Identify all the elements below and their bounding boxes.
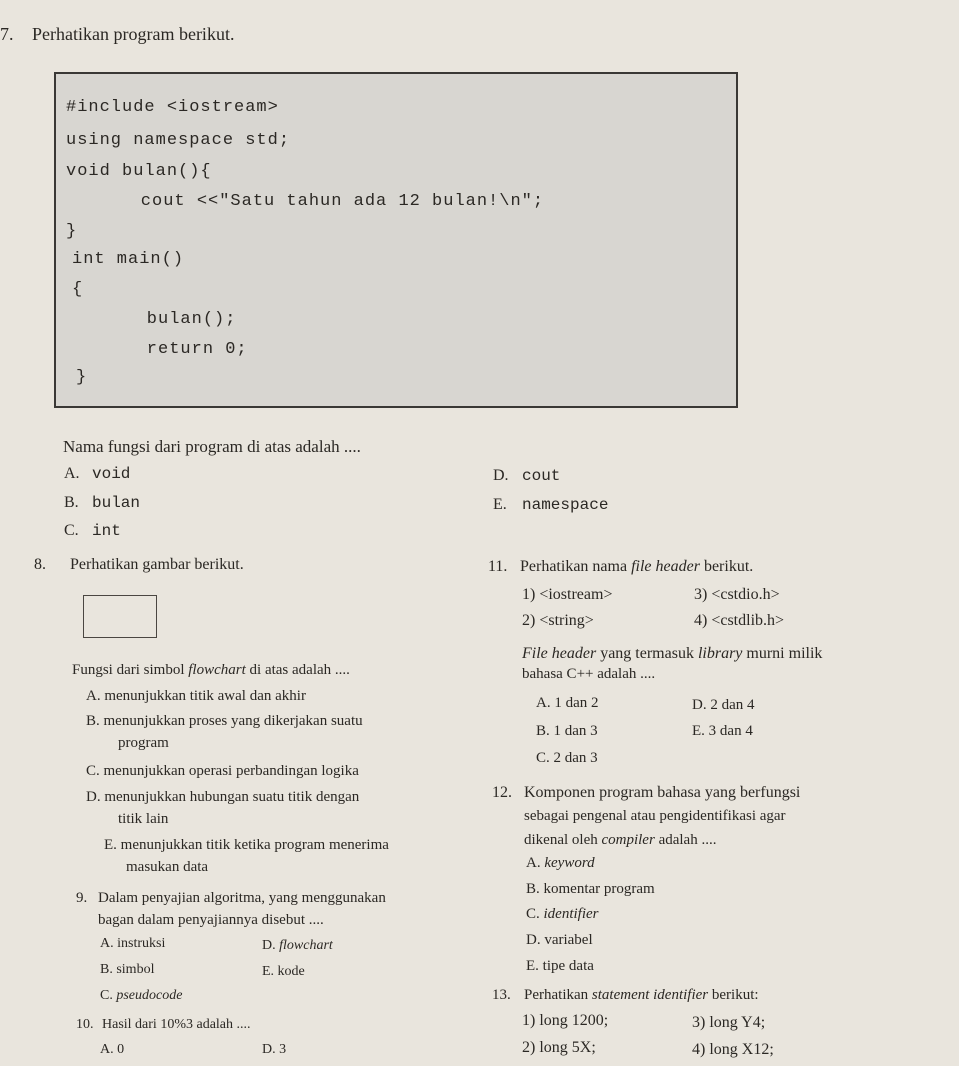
q7-option-b-letter: B. — [64, 494, 79, 511]
question-7-number: 7. — [0, 24, 14, 44]
q10-option-d: D. 3 — [262, 1042, 287, 1057]
q8-option-d: D. menunjukkan hubungan suatu titik dengan — [86, 789, 360, 805]
q7-option-a: void — [92, 465, 131, 483]
q8-option-c: C. menunjukkan operasi perbandingan logika — [86, 763, 359, 779]
q11-item-4: 4) <cstdlib.h> — [694, 612, 785, 629]
code-line-6: int main() — [72, 250, 185, 269]
q13-item-1: 1) long 1200; — [522, 1012, 609, 1029]
question-8-number: 8. — [34, 556, 46, 573]
code-line-7: { — [72, 280, 84, 299]
q9-option-b: B. simbol — [100, 962, 155, 977]
q7-option-c-letter: C. — [64, 522, 79, 539]
question-10-number: 10. — [76, 1017, 94, 1032]
q8-option-b-cont: program — [118, 735, 169, 751]
q7-option-e-letter: E. — [493, 496, 507, 513]
q7-option-d: cout — [522, 467, 561, 485]
question-13-number: 13. — [492, 987, 511, 1003]
question-7-text: Nama fungsi dari program di atas adalah .... — [63, 437, 361, 456]
q12-option-b: B. komentar program — [526, 881, 655, 897]
q12-option-c: C. identifier — [526, 906, 599, 922]
question-9-line2: bagan dalam penyajiannya disebut .... — [98, 912, 324, 928]
question-13-intro: Perhatikan statement identifier berikut: — [524, 987, 759, 1003]
q8-option-d-cont: titik lain — [118, 811, 169, 827]
q11-option-b: B. 1 dan 3 — [536, 723, 598, 739]
question-10-text: Hasil dari 10%3 adalah .... — [102, 1017, 251, 1032]
q9-option-e: E. kode — [262, 964, 305, 979]
q9-option-a: A. instruksi — [100, 936, 166, 951]
q13-item-3: 3) long Y4; — [692, 1014, 766, 1031]
question-11-text-1: File header yang termasuk library murni milik — [522, 645, 823, 662]
q7-option-a-letter: A. — [64, 465, 80, 482]
question-8-intro: Perhatikan gambar berikut. — [70, 556, 244, 573]
q13-item-4: 4) long X12; — [692, 1041, 774, 1058]
question-11-number: 11. — [488, 558, 508, 575]
q11-item-2: 2) <string> — [522, 612, 594, 629]
q12-option-e: E. tipe data — [526, 958, 594, 974]
question-9-number: 9. — [76, 890, 88, 906]
question-12-number: 12. — [492, 784, 512, 801]
q7-option-c: int — [92, 522, 121, 540]
flowchart-process-symbol — [83, 595, 157, 638]
question-12-line2: sebagai pengenal atau pengidentifikasi agar — [524, 808, 786, 824]
q11-item-1: 1) <iostream> — [522, 586, 613, 603]
code-line-3: void bulan(){ — [66, 162, 212, 181]
q7-option-e: namespace — [522, 496, 609, 514]
q8-option-a: A. menunjukkan titik awal dan akhir — [86, 688, 306, 704]
question-12-line3: dikenal oleh compiler adalah .... — [524, 832, 717, 848]
question-11-intro: Perhatikan nama file header berikut. — [520, 558, 754, 575]
q8-option-b: B. menunjukkan proses yang dikerjakan suatu — [86, 713, 363, 729]
q9-option-d: D. flowchart — [262, 938, 333, 953]
q11-item-3: 3) <cstdio.h> — [694, 586, 780, 603]
q10-option-a: A. 0 — [100, 1042, 125, 1057]
q11-option-a: A. 1 dan 2 — [536, 695, 599, 711]
q7-option-b: bulan — [92, 494, 141, 512]
q12-option-d: D. variabel — [526, 932, 593, 948]
question-11-text-2: bahasa C++ adalah .... — [522, 666, 656, 682]
question-9-line1: Dalam penyajian algoritma, yang menggunakan — [98, 890, 386, 906]
code-line-8: bulan(); — [102, 310, 237, 329]
q9-option-c: C. pseudocode — [100, 988, 183, 1003]
code-line-5: } — [66, 222, 78, 241]
q11-option-c: C. 2 dan 3 — [536, 750, 598, 766]
q8-option-e: E. menunjukkan titik ketika program menerima — [104, 837, 389, 853]
q11-option-d: D. 2 dan 4 — [692, 697, 755, 713]
code-block — [54, 72, 738, 408]
q11-option-e: E. 3 dan 4 — [692, 723, 753, 739]
code-line-1: #include <iostream> — [66, 98, 279, 117]
code-line-2: using namespace std; — [66, 131, 291, 150]
code-line-9: return 0; — [102, 340, 248, 359]
code-line-10: } — [76, 368, 88, 387]
question-7-intro: Perhatikan program berikut. — [32, 24, 235, 44]
q13-item-2: 2) long 5X; — [522, 1039, 596, 1056]
code-line-4: cout <<"Satu tahun ada 12 bulan!\n"; — [96, 192, 545, 211]
question-8-text: Fungsi dari simbol flowchart di atas adalah .... — [72, 662, 350, 678]
question-12-line1: Komponen program bahasa yang berfungsi — [524, 784, 801, 801]
q12-option-a: A. keyword — [526, 855, 595, 871]
q7-option-d-letter: D. — [493, 467, 509, 484]
q8-option-e-cont: masukan data — [126, 859, 209, 875]
